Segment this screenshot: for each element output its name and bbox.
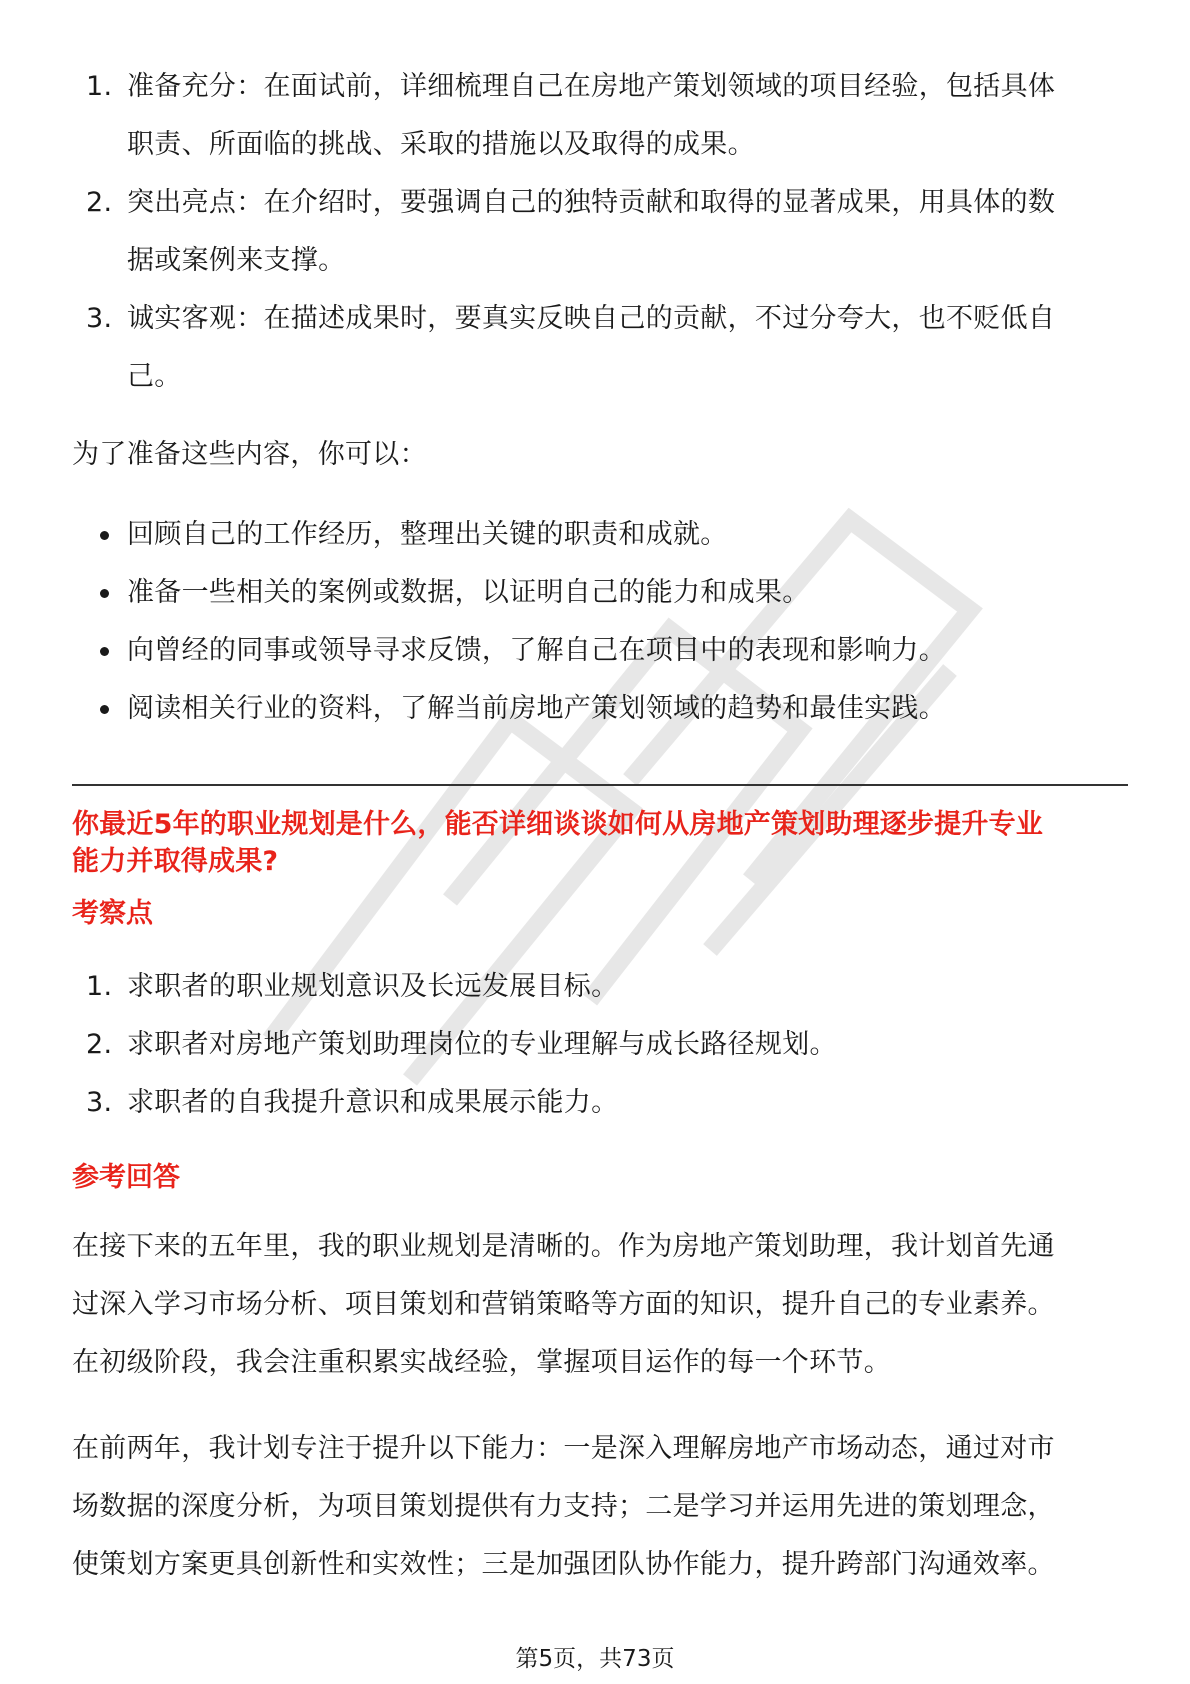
list-item-text: 突出亮点：在介绍时，要强调自己的独特贡献和取得的显著成果，用具体的数 [127,187,1056,218]
answer-paragraph-2 [72,1420,1128,1594]
section-divider [72,784,1128,786]
question-line-1: 你最近5年的职业规划是什么，能否详细谈谈如何从房地产策划助理逐步提升专业 [72,809,1043,840]
prep-bullet-list [72,506,1128,738]
paragraph-line: 在初级阶段，我会注重积累实战经验，掌握项目运作的每一个环节。 [72,1347,891,1378]
content-area [72,58,1128,1594]
list-item [72,1016,1128,1074]
list-item [72,958,1128,1016]
list-item [72,1074,1128,1132]
list-number: 3. [86,303,113,334]
answer-paragraph-1 [72,1218,1128,1392]
prep-intro: 为了准备这些内容，你可以： [72,439,427,470]
paragraph-line: 使策划方案更具创新性和实效性；三是加强团队协作能力，提升跨部门沟通效率。 [72,1549,1055,1580]
bullet-dot-icon [100,589,109,598]
list-number: 1. [86,71,113,102]
list-item [72,290,1128,406]
kaocha-title: 考察点 [72,898,153,929]
paragraph-line: 过深入学习市场分析、项目策划和营销策略等方面的知识，提升自己的专业素养。 [72,1289,1055,1320]
tips-list [72,58,1128,406]
paragraph-line: 场数据的深度分析，为项目策划提供有力支持；二是学习并运用先进的策划理念， [72,1491,1055,1522]
list-number: 2. [86,1029,113,1060]
list-number: 3. [86,1087,113,1118]
bullet-item [72,564,1128,622]
list-item-text-cont: 据或案例来支撑。 [127,245,346,276]
list-item-text: 求职者的自我提升意识和成果展示能力。 [127,1087,619,1118]
bullet-dot-icon [100,531,109,540]
list-item-text: 求职者对房地产策划助理岗位的专业理解与成长路径规划。 [127,1029,837,1060]
bullet-text: 回顾自己的工作经历，整理出关键的职责和成就。 [127,519,728,550]
paragraph-line: 在接下来的五年里，我的职业规划是清晰的。作为房地产策划助理，我计划首先通 [72,1231,1055,1262]
page-footer: 第5页，共73页 [515,1646,675,1672]
list-number: 2. [86,187,113,218]
list-item-text: 准备充分：在面试前，详细梳理自己在房地产策划领域的项目经验，包括具体 [127,71,1056,102]
list-item-text: 求职者的职业规划意识及长远发展目标。 [127,971,619,1002]
list-number: 1. [86,971,113,1002]
list-item-text: 诚实客观：在描述成果时，要真实反映自己的贡献，不过分夸大，也不贬低自 [127,303,1056,334]
paragraph-line: 在前两年，我计划专注于提升以下能力：一是深入理解房地产市场动态，通过对市 [72,1433,1055,1464]
bullet-item [72,680,1128,738]
list-item [72,58,1128,174]
bullet-item [72,506,1128,564]
interview-question [72,806,1128,880]
list-item-text-cont: 己。 [127,361,182,392]
question-line-2: 能力并取得成果? [72,846,279,877]
list-item [72,174,1128,290]
bullet-dot-icon [100,705,109,714]
list-item-text-cont: 职责、所面临的挑战、采取的措施以及取得的成果。 [127,129,755,160]
kaocha-list [72,958,1128,1132]
bullet-text: 准备一些相关的案例或数据，以证明自己的能力和成果。 [127,577,810,608]
answer-title: 参考回答 [72,1162,180,1193]
bullet-text: 阅读相关行业的资料，了解当前房地产策划领域的趋势和最佳实践。 [127,693,946,724]
bullet-text: 向曾经的同事或领导寻求反馈，了解自己在项目中的表现和影响力。 [127,635,946,666]
bullet-item [72,622,1128,680]
bullet-dot-icon [100,647,109,656]
